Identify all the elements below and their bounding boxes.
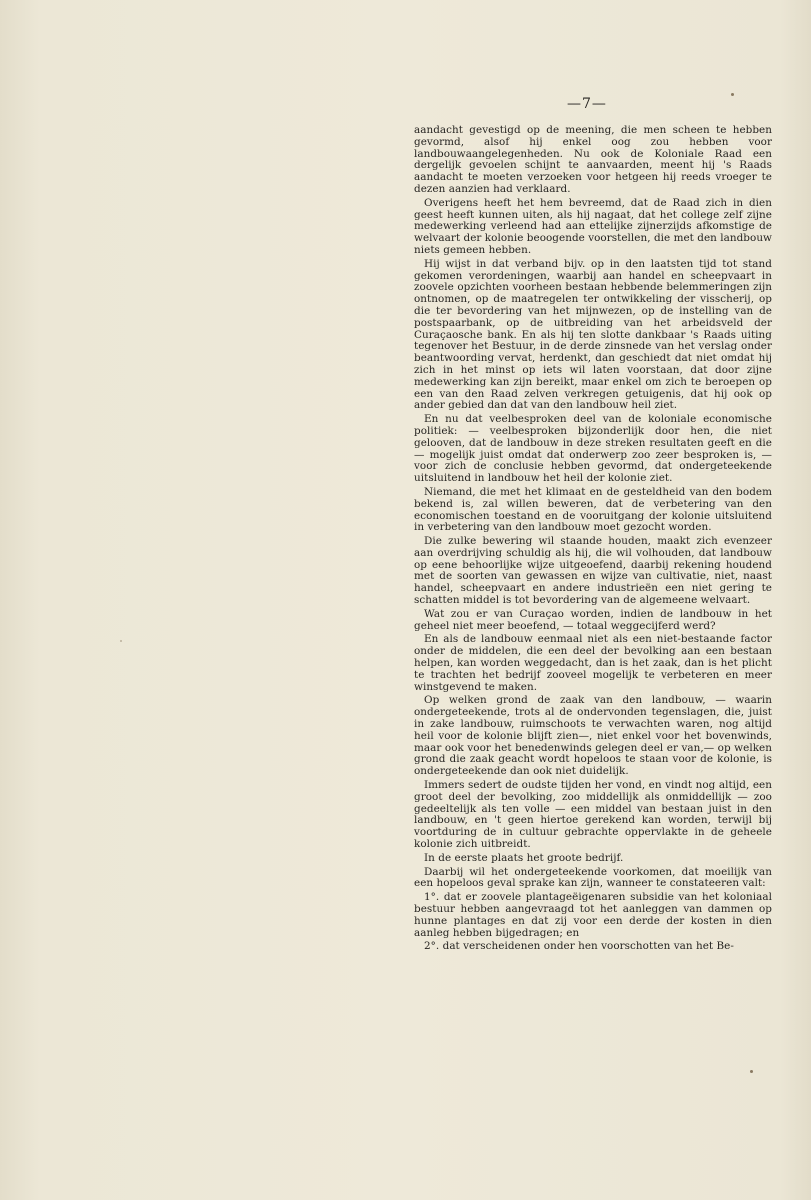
paragraph: Op welken grond de zaak van den landbouw, — waarin ondergeteekende, trots al de ondervonden tegenslagen, die, juist in zake landbouw, ruimschoots te verwachten waren, nog altijd heil voor de kolonie blijft zien—, niet enkel voor het bovenwinds, maar ook voor het benedenwinds gelegen deel er van,— op welken grond die zaak geacht wordt hopeloos te staan voor de kolonie, is ondergeteekende dan ook niet duidelijk. [414, 694, 772, 778]
paragraph: En nu dat veelbesproken deel van de koloniale economische politiek: — veelbesproken bijzonderlijk door hen, die niet gelooven, dat de landbouw in deze streken resultaten geeft en die — mogelijk juist omdat dat onderwerp zoo zeer besproken is, — voor zich de conclusie hebben gevormd, dat ondergeteekende uitsluitend in landbouw het heil der kolonie ziet. [414, 413, 772, 485]
paragraph: In de eerste plaats het groote bedrijf. [424, 851, 624, 864]
paragraph: Die zulke bewering wil staande houden, maakt zich evenzeer aan overdrijving schuldig als hij, die wil volhouden, dat landbouw op eene behoorlijke wijze uitgeoefend, daarbij rekening houdend met de soorten van gewassen en wijze van cultivatie, niet, naast handel, scheepvaart en andere industrieën een niet gering te schatten middel is tot bevordering van de algemeene welvaart. [414, 535, 772, 607]
paragraph: Wat zou er van Curaçao worden, indien de landbouw in het geheel niet meer beoefend, — totaal weggecijferd werd? [414, 607, 772, 632]
paragraph: 1°. dat er zoovele plantageëigenaren subsidie van het koloniaal bestuur hebben aangevraagd tot het aanleggen van dammen op hunne plantages en dat zij voor een derde der kosten in dien aanleg hebben bijgedragen; en [414, 891, 772, 939]
page-number: —7— [567, 96, 607, 112]
paper-speck [731, 93, 734, 96]
paragraph: Immers sedert de oudste tijden her vond, en vindt nog altijd, een groot deel der bevolking, zoo middellijk als onmiddellijk — zoo gedeeltelijk als ten volle — een middel van bestaan juist in den landbouw, en 't geen hiertoe gerekend kan worden, terwijl bij voortduring de in cultuur gebrachte oppervlakte in de geheele kolonie zich uitbreidt. [414, 779, 772, 851]
paragraph: Overigens heeft het hem bevreemd, dat de Raad zich in dien geest heeft kunnen uiten, als hij nagaat, dat het college zelf zijne medewerking verleend had aan ettelijke zijnerzijds afkomstige de welvaart der kolonie beoogende voorstellen, die met den landbouw niets gemeen hebben. [414, 196, 773, 256]
paper-speck [750, 1070, 753, 1073]
body-text [414, 125, 772, 953]
paragraph: aandacht gevestigd op de meening, die men scheen te hebben gevormd, alsof hij enkel oog zou hebben voor landbouwaangelegenheden. Nu ook de Koloniale Raad een dergelijk gevoelen schijnt te aanvaarden, meent hij 's Raads aandacht te moeten verzoeken voor hetgeen hij reeds vroeger te dezen aanzien had verklaard. [414, 124, 772, 195]
paper-speck [120, 640, 122, 642]
paragraph: 2°. dat verscheidenen onder hen voorschotten van het Be- [424, 940, 734, 953]
paragraph: Daarbij wil het ondergeteekende voorkomen, dat moeilijk van een hopeloos geval sprake kan zijn, wanneer te constateeren valt: [414, 865, 772, 890]
paragraph: Hij wijst in dat verband bijv. op in den laatsten tijd tot stand gekomen verordeningen, waarbij aan handel en scheepvaart in zoovele opzichten voorheen bestaan hebbende belemmeringen zijn ontnomen, op de maatregelen ter ontwikkeling der visscherij, op die ter bevordering van het mijnwezen, op de instelling van de postspaarbank, op de uitbreiding van het arbeidsveld der Curaçaosche bank. En als hij ten slotte dankbaar 's Raads uiting tegenover het Bestuur, in de derde zinsnede van het verslag onder beantwoording vervat, herdenkt, dan geschiedt dat niet omdat hij zich in het minst op iets wil laten voorstaan, dat door zijne medewerking kan zijn bereikt, maar enkel om zich te beroepen op een van den Raad zelven verkregen getuigenis, dat hij ook op ander gebied dan dat van den landbouw heil ziet. [414, 257, 772, 412]
paragraph: En als de landbouw eenmaal niet als een niet-bestaande factor onder de middelen, die een deel der bevolking aan een bestaan helpen, kan worden weggedacht, dan is het zaak, dan is het plicht te trachten het bedrijf zooveel mogelijk te verbeteren en meer winstgevend te maken. [414, 633, 772, 693]
paragraph: Niemand, die met het klimaat en de gesteldheid van den bodem bekend is, zal willen beweren, dat de verbetering van den economischen toestand en de vooruitgang der kolonie uitsluitend in verbetering van den landbouw moet gezocht worden. [414, 485, 772, 534]
